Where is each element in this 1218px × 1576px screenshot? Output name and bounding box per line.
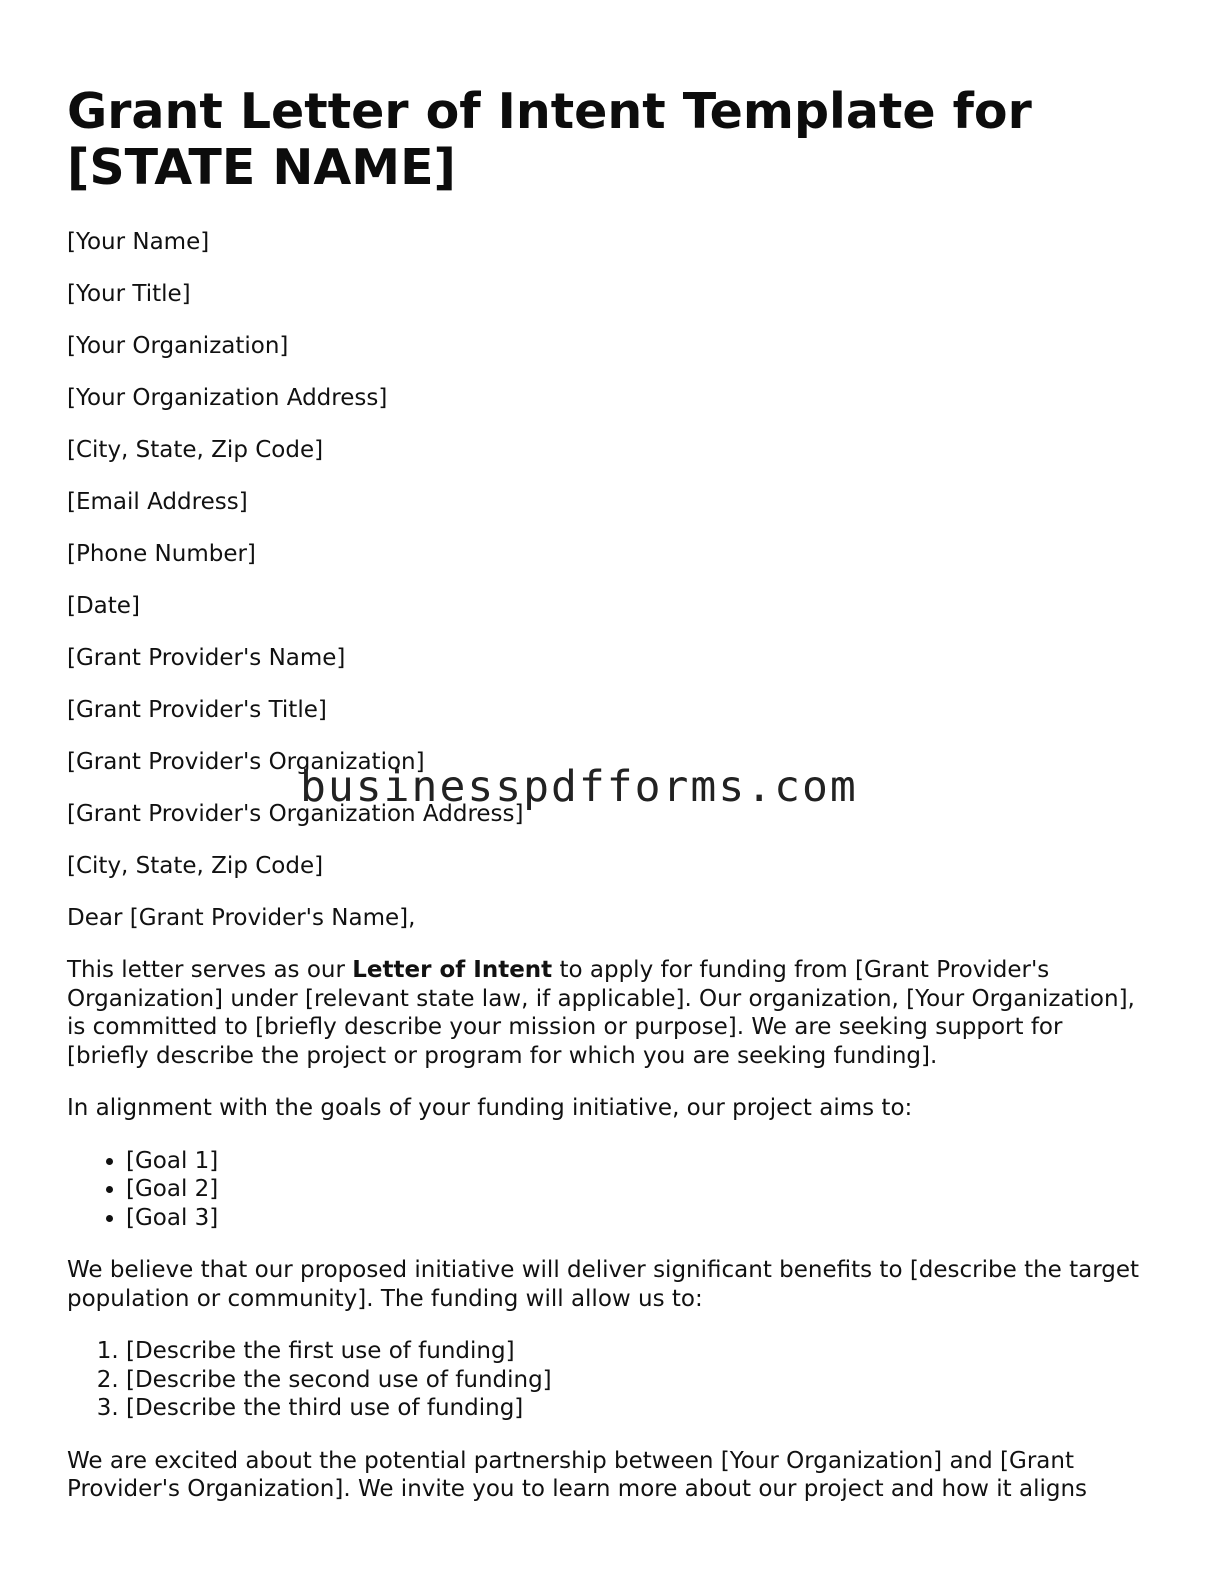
intro-paragraph — [67, 956, 1147, 1070]
sender-phone: [Phone Number] — [67, 541, 256, 567]
goals-list — [67, 1147, 1147, 1233]
sender-organization: [Your Organization] — [67, 333, 289, 359]
intro-text-end: to apply for funding from [Grant Provider's Organization] under [relevant state law, if applicable]. Our organization, [Your Organization], is committed to [briefly describe your mission or purpose]. We are seeking support for [briefly describe the project or program for which you are seeking funding]. — [67, 957, 1135, 1069]
goals-intro: In alignment with the goals of your funding initiative, our project aims to: — [67, 1095, 913, 1121]
letter-date: [Date] — [67, 593, 140, 619]
recipient-organization: [Grant Provider's Organization] — [67, 749, 425, 775]
watermark: businesspdfforms.com — [300, 762, 858, 812]
funding-use-item: 1. [Describe the first use of funding] — [126, 1337, 1147, 1366]
document-title: Grant Letter of Intent Template for [STATE NAME] — [67, 83, 1032, 196]
recipient-city-state-zip: [City, State, Zip Code] — [67, 853, 324, 879]
goal-item: • [Goal 1] — [126, 1147, 1147, 1176]
recipient-title: [Grant Provider's Title] — [67, 697, 327, 723]
intro-text-start: This letter serves as our — [67, 957, 353, 983]
funding-uses-list — [67, 1337, 1147, 1423]
salutation: Dear [Grant Provider's Name], — [67, 905, 416, 931]
document-page — [67, 84, 1147, 1528]
goal-item: • [Goal 2] — [126, 1175, 1147, 1204]
sender-address: [Your Organization Address] — [67, 385, 388, 411]
intro-bold-phrase: Letter of Intent — [352, 957, 553, 983]
sender-name: [Your Name] — [67, 229, 210, 255]
recipient-address: [Grant Provider's Organization Address] — [67, 801, 524, 827]
sender-email: [Email Address] — [67, 489, 248, 515]
sender-title: [Your Title] — [67, 281, 191, 307]
goal-item: • [Goal 3] — [126, 1204, 1147, 1233]
funding-use-item: 3. [Describe the third use of funding] — [126, 1394, 1147, 1423]
recipient-name: [Grant Provider's Name] — [67, 645, 346, 671]
benefits-paragraph: We believe that our proposed initiative will deliver significant benefits to [describe the target population or community]. The funding will allow us to: — [67, 1257, 1140, 1312]
funding-use-item: 2. [Describe the second use of funding] — [126, 1366, 1147, 1395]
closing-paragraph: We are excited about the potential partnership between [Your Organization] and [Grant Provider's Organization]. We invite you to learn more about our project and how it aligns — [67, 1447, 1088, 1502]
sender-city-state-zip: [City, State, Zip Code] — [67, 437, 324, 463]
